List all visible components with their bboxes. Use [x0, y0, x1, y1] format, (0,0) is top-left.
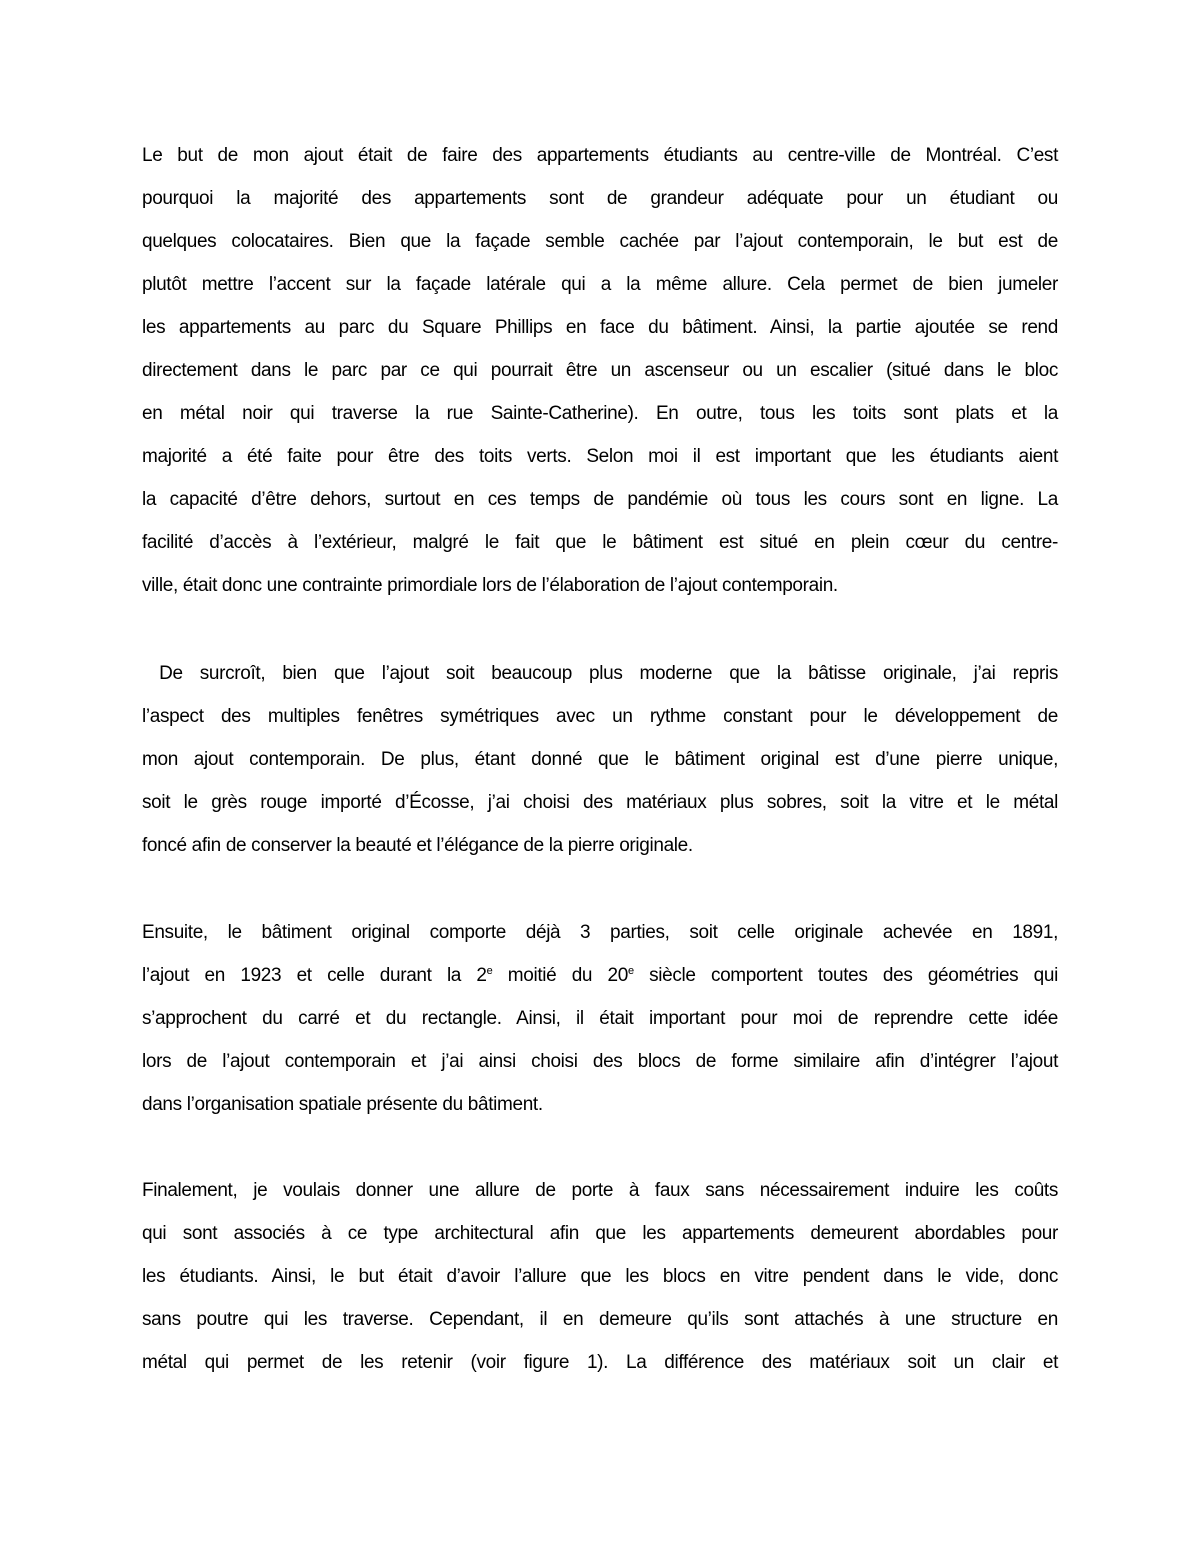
paragraph-line: la capacité d’être dehors, surtout en ces temps de pandémie où tous les cours sont en ligne. La — [142, 489, 1058, 510]
superscript: e — [627, 964, 634, 977]
paragraph-line: soit le grès rouge importé d’Écosse, j’ai choisi des matériaux plus sobres, soit la vitre et le métal — [142, 792, 1058, 813]
paragraph-line: Ensuite, le bâtiment original comporte déjà 3 parties, soit celle originale achevée en 1891, — [142, 922, 1058, 943]
paragraph-line: quelques colocataires. Bien que la façade semble cachée par l’ajout contemporain, le but est de — [142, 231, 1058, 252]
paragraph-line: métal qui permet de les retenir (voir figure 1). La différence des matériaux soit un clair et — [142, 1352, 1058, 1373]
paragraph-line: qui sont associés à ce type architectural afin que les appartements demeurent abordables pour — [142, 1223, 1058, 1244]
paragraph-line: mon ajout contemporain. De plus, étant donné que le bâtiment original est d’une pierre unique, — [142, 749, 1058, 770]
paragraph-line: les étudiants. Ainsi, le but était d’avoir l’allure que les blocs en vitre pendent dans le vide, donc — [142, 1266, 1058, 1287]
paragraph-line: dans l’organisation spatiale présente du bâtiment. — [142, 1094, 543, 1115]
paragraph-line: ville, était donc une contrainte primordiale lors de l’élaboration de l’ajout contemporain. — [142, 575, 838, 596]
paragraph-line: sans poutre qui les traverse. Cependant, il en demeure qu’ils sont attachés à une structure en — [142, 1309, 1058, 1330]
paragraph-line: directement dans le parc par ce qui pourrait être un ascenseur ou un escalier (situé dans le bloc — [142, 360, 1058, 381]
paragraph-line: De surcroît, bien que l’ajout soit beaucoup plus moderne que la bâtisse originale, j’ai repris — [142, 663, 1058, 684]
line-segment: moitié du 20 — [492, 965, 628, 986]
paragraph-line: Le but de mon ajout était de faire des appartements étudiants au centre-ville de Montréal. C’est — [142, 145, 1058, 166]
paragraph-line: foncé afin de conserver la beauté et l’élégance de la pierre originale. — [142, 835, 693, 856]
paragraph-line: lors de l’ajout contemporain et j’ai ainsi choisi des blocs de forme similaire afin d’intégrer l’ajout — [142, 1051, 1058, 1072]
line-segment: l’ajout en 1923 et celle durant la 2 — [142, 965, 487, 986]
superscript: e — [486, 964, 493, 977]
paragraph-line: en métal noir qui traverse la rue Sainte-Catherine). En outre, tous les toits sont plats et la — [142, 403, 1058, 424]
paragraph-line: majorité a été faite pour être des toits verts. Selon moi il est important que les étudiants aient — [142, 446, 1058, 467]
paragraph-line-with-superscripts — [142, 954, 1058, 997]
line-segment: siècle comportent toutes des géométries qui — [633, 965, 1058, 986]
paragraph-line: l’aspect des multiples fenêtres symétriques avec un rythme constant pour le développement de — [142, 706, 1058, 727]
paragraph-line: pourquoi la majorité des appartements sont de grandeur adéquate pour un étudiant ou — [142, 188, 1058, 209]
paragraph-line: plutôt mettre l’accent sur la façade latérale qui a la même allure. Cela permet de bien jumeler — [142, 274, 1058, 295]
paragraph-line: Finalement, je voulais donner une allure de porte à faux sans nécessairement induire les coûts — [142, 1180, 1058, 1201]
paragraph-line: s’approchent du carré et du rectangle. Ainsi, il était important pour moi de reprendre cette idée — [142, 1008, 1058, 1029]
paragraph-line: les appartements au parc du Square Phillips en face du bâtiment. Ainsi, la partie ajoutée se rend — [142, 317, 1058, 338]
paragraph-line: facilité d’accès à l’extérieur, malgré le fait que le bâtiment est situé en plein cœur du centre- — [142, 532, 1058, 553]
